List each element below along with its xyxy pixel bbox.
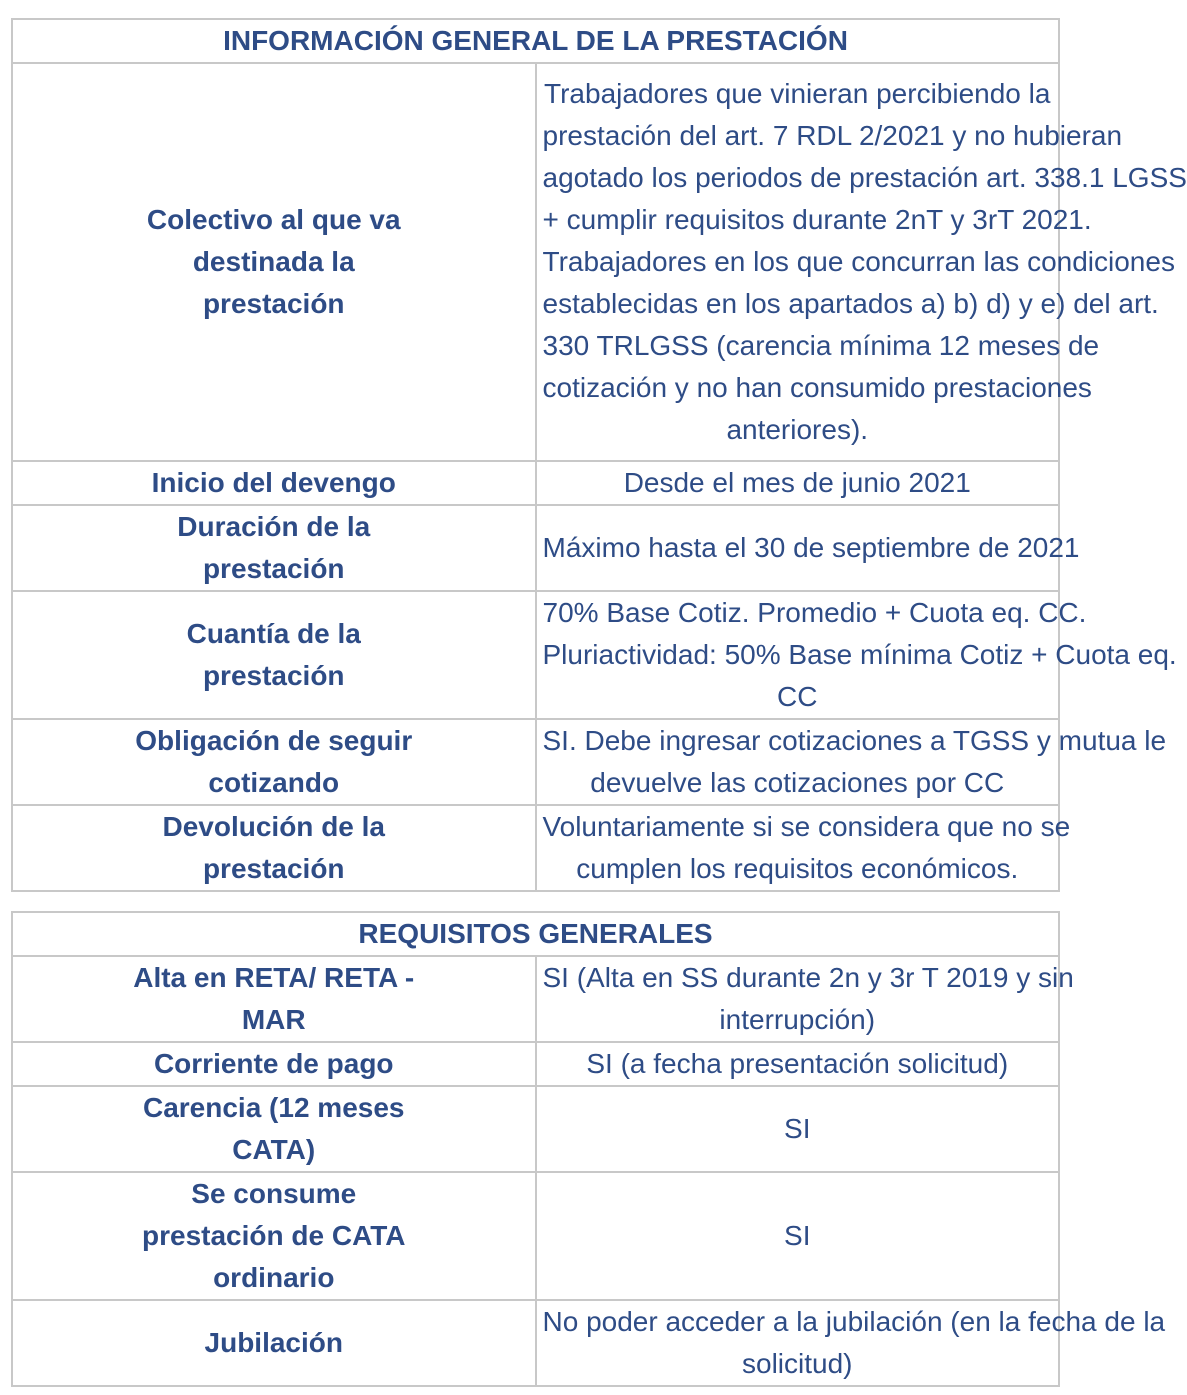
table-row (12, 591, 1059, 719)
row-value-line: devuelve las cotizaciones por CC (590, 767, 1005, 798)
row-label (12, 1300, 536, 1386)
row-label-line: Devolución de la (162, 811, 385, 842)
table-row (12, 1172, 1059, 1300)
row-value-line: cumplen los requisitos económicos. (576, 853, 1019, 884)
row-label-line: Colectivo al que va (146, 204, 401, 235)
row-label-line: Inicio del devengo (151, 467, 396, 498)
table-row (12, 805, 1059, 891)
row-value-line: Máximo hasta el 30 de septiembre de 2021 (542, 532, 1080, 563)
row-value (536, 461, 1060, 505)
row-label-line: Corriente de pago (153, 1048, 394, 1079)
row-label-line: prestación (202, 288, 345, 319)
row-value-line: + cumplir requisitos durante 2nT y 3rT 2021. (542, 204, 1092, 235)
row-value (536, 505, 1080, 591)
row-value (536, 719, 1167, 805)
row-value-line: Trabajadores en los que concurran las condiciones (542, 246, 1175, 277)
table-row (12, 956, 1059, 1042)
row-label-line: CATA) (232, 1134, 316, 1165)
row-label-line: Se consume (191, 1178, 357, 1209)
row-label-line: Alta en RETA/ RETA - (133, 962, 415, 993)
row-value-line: SI (784, 1113, 811, 1144)
row-value (536, 805, 1071, 891)
row-value-line: Trabajadores que vinieran percibiendo la (544, 78, 1051, 109)
table-header-row (12, 912, 1059, 956)
row-label-line: Duración de la (177, 511, 371, 542)
row-label-line: prestación de CATA (142, 1220, 406, 1251)
row-value (536, 1172, 1060, 1300)
row-value-line: agotado los periodos de prestación art. 338.1 LGSS (542, 162, 1187, 193)
row-value-line: Pluriactividad: 50% Base mínima Cotiz + Cuota eq. (542, 639, 1177, 670)
general-info-table (11, 18, 1187, 892)
row-label (12, 805, 536, 891)
row-value-line: establecidas en los apartados a) b) d) y e) del art. (542, 288, 1159, 319)
row-label-line: prestación (202, 853, 345, 884)
row-label-line: Jubilación (204, 1327, 343, 1358)
table-row (12, 1300, 1059, 1386)
row-label-line: ordinario (213, 1262, 335, 1293)
requirements-body (12, 956, 1166, 1386)
row-value-line: SI. Debe ingresar cotizaciones a TGSS y mutua le (542, 725, 1167, 756)
requirements-title: REQUISITOS GENERALES (12, 912, 1059, 956)
row-label (12, 1042, 536, 1086)
row-label (12, 1086, 536, 1172)
row-label (12, 1172, 536, 1300)
table-row (12, 505, 1059, 591)
row-label (12, 956, 536, 1042)
table-row (12, 1042, 1059, 1086)
row-value (536, 1086, 1060, 1172)
row-label-line: Carencia (12 meses (142, 1092, 405, 1123)
row-label-line: Obligación de seguir (135, 725, 413, 756)
row-value-line: CC (777, 681, 818, 712)
row-label-line: prestación (202, 553, 345, 584)
row-label-line: MAR (241, 1004, 306, 1035)
row-label (12, 461, 536, 505)
row-value-line: solicitud) (742, 1348, 853, 1379)
row-value-line: 70% Base Cotiz. Promedio + Cuota eq. CC. (542, 597, 1087, 628)
row-value (536, 956, 1074, 1042)
row-value (536, 63, 1187, 461)
row-label (12, 719, 536, 805)
table-row (12, 719, 1059, 805)
row-value-line: 330 TRLGSS (carencia mínima 12 meses de (542, 330, 1100, 361)
row-label (12, 63, 536, 461)
row-value-line: prestación del art. 7 RDL 2/2021 y no hubieran (542, 120, 1123, 151)
row-label (12, 591, 536, 719)
row-value (536, 1300, 1166, 1386)
row-value-line: SI (Alta en SS durante 2n y 3r T 2019 y sin (542, 962, 1074, 993)
row-value-line: SI (a fecha presentación solicitud) (586, 1048, 1009, 1079)
row-value-line: Voluntariamente si se considera que no se (542, 811, 1071, 842)
requirements-table (11, 911, 1166, 1387)
row-value-line: SI (784, 1220, 811, 1251)
row-value (536, 1042, 1060, 1086)
row-value (536, 591, 1177, 719)
row-value-line: interrupción) (719, 1004, 876, 1035)
table-header-row (12, 19, 1059, 63)
row-value-line: No poder acceder a la jubilación (en la fecha de la (542, 1306, 1166, 1337)
table-row (12, 1086, 1059, 1172)
row-value-line: cotización y no han consumido prestaciones (542, 372, 1092, 403)
table-row (12, 63, 1059, 461)
row-value-line: Desde el mes de junio 2021 (623, 467, 971, 498)
row-value-line: anteriores). (726, 414, 869, 445)
row-label-line: Cuantía de la (186, 618, 361, 649)
general-info-title: INFORMACIÓN GENERAL DE LA PRESTACIÓN (12, 19, 1059, 63)
row-label-line: cotizando (208, 767, 340, 798)
row-label-line: destinada la (192, 246, 355, 277)
table-row (12, 461, 1059, 505)
general-info-body (12, 63, 1187, 891)
row-label (12, 505, 536, 591)
row-label-line: prestación (202, 660, 345, 691)
